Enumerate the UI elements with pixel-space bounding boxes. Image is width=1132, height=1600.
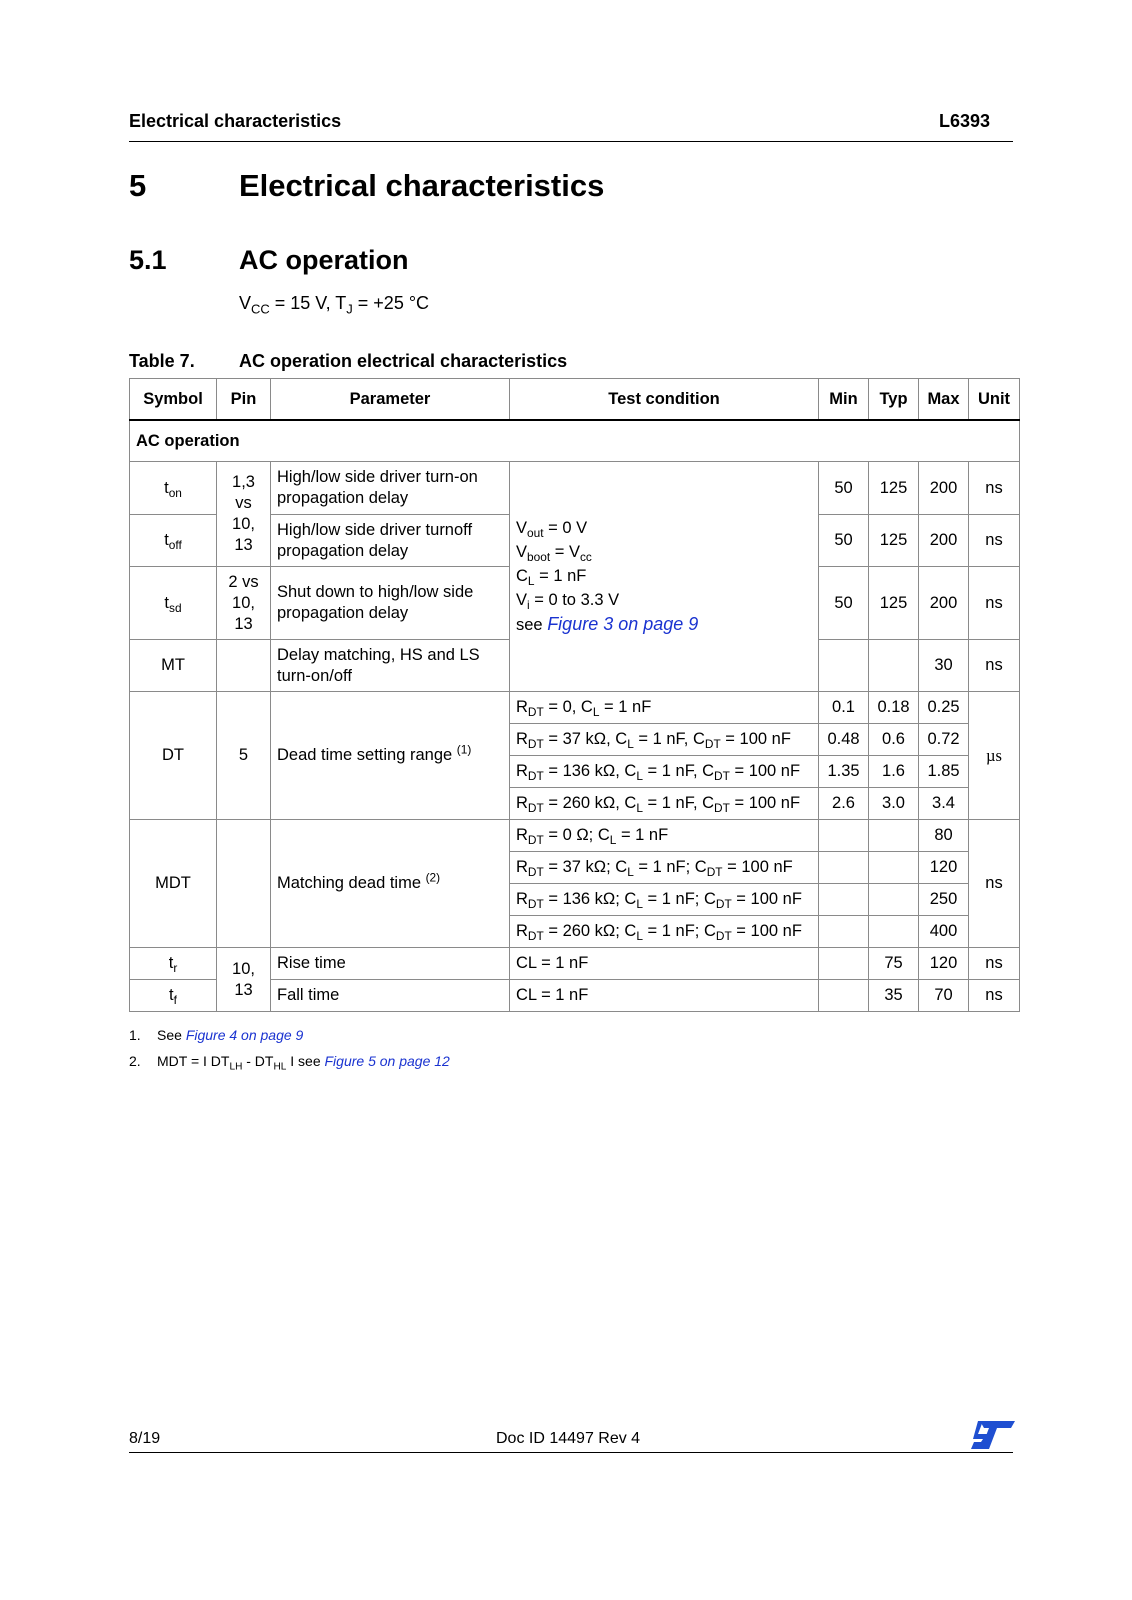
col-header-min: Min <box>819 379 869 421</box>
test-condition-cell: $R_{DT} = 136$ kΩ, $C_L = 1$ nF, $C_{DT} = 100$ nF <box>510 756 819 788</box>
pin-cell <box>217 820 271 948</box>
typ-cell <box>869 884 919 916</box>
typ-cell: 35 <box>869 980 919 1012</box>
parameter-cell: Rise time <box>271 948 510 980</box>
parameter-cell: Dead time setting range $^{(1)}$ <box>271 692 510 820</box>
symbol-cell: $t_f$ <box>130 980 217 1012</box>
min-cell: 2.6 <box>819 788 869 820</box>
pin-cell: 1,3 vs 10, 13 <box>217 462 271 567</box>
typ-cell <box>869 640 919 692</box>
figure-5-link[interactable]: Figure 5 on page 12 <box>324 1053 450 1069</box>
unit-cell: ns <box>969 980 1020 1012</box>
col-header-unit: Unit <box>969 379 1020 421</box>
typ-cell: 75 <box>869 948 919 980</box>
max-cell: 120 <box>919 852 969 884</box>
typ-cell: 1.6 <box>869 756 919 788</box>
table-section-row <box>130 420 1020 462</box>
max-cell: 0.72 <box>919 724 969 756</box>
typ-cell: 125 <box>869 462 919 515</box>
typ-cell <box>869 820 919 852</box>
figure-4-link[interactable]: Figure 4 on page 9 <box>185 1027 304 1043</box>
min-cell: 50 <box>819 567 869 640</box>
page-number: 8/19 <box>129 1430 161 1447</box>
test-condition-cell: $R_{DT} = 0$, $C_L = 1$ nF <box>510 692 819 724</box>
typ-cell: 125 <box>869 567 919 640</box>
figure-3-link[interactable]: Figure 3 on page 9 <box>547 614 699 634</box>
pin-cell: 5 <box>217 692 271 820</box>
symbol-cell: MT <box>130 640 217 692</box>
test-condition-cell: $R_{DT} = 0$ Ω; $C_L = 1$ nF <box>510 820 819 852</box>
unit-cell: ns <box>969 820 1020 948</box>
max-cell: 30 <box>919 640 969 692</box>
parameter-cell: Delay matching, HS and LS turn-on/off <box>271 640 510 692</box>
table-row <box>130 692 1020 724</box>
parameter-cell: Fall time <box>271 980 510 1012</box>
subsection-title: AC operation <box>239 245 409 275</box>
max-cell: 200 <box>919 567 969 640</box>
typ-cell: 125 <box>869 515 919 567</box>
running-header-part-number: L6393 <box>938 111 990 131</box>
min-cell: 1.35 <box>819 756 869 788</box>
symbol-cell: MDT <box>130 820 217 948</box>
min-cell <box>819 820 869 852</box>
symbol-cell: $t_{on}$ <box>130 462 217 515</box>
col-header-symbol: Symbol <box>130 379 217 421</box>
header-rule <box>129 141 1013 142</box>
parameter-cell: Matching dead time $^{(2)}$ <box>271 820 510 948</box>
col-header-pin: Pin <box>217 379 271 421</box>
st-logo-icon <box>971 1421 1015 1454</box>
max-cell: 0.25 <box>919 692 969 724</box>
test-condition-cell: $V_{out} = 0$ V $V_{boot} = V_{cc}$ $C_L = 1$ nF $V_i = 0$ to 3.3 V see Figure 3 on page 9 <box>510 462 819 692</box>
max-cell: 250 <box>919 884 969 916</box>
doc-id: Doc ID 14497 Rev 4 <box>496 1430 641 1447</box>
unit-cell: ns <box>969 640 1020 692</box>
test-condition-cell: $R_{DT} = 260$ kΩ; $C_L = 1$ nF; $C_{DT} = 100$ nF <box>510 916 819 948</box>
unit-cell: ns <box>969 567 1020 640</box>
typ-cell <box>869 916 919 948</box>
max-cell: 120 <box>919 948 969 980</box>
max-cell: 200 <box>919 462 969 515</box>
test-condition-cell: CL = 1 nF <box>510 948 819 980</box>
max-cell: 400 <box>919 916 969 948</box>
table-row <box>130 462 1020 515</box>
min-cell <box>819 884 869 916</box>
parameter-cell: Shut down to high/low side propagation delay <box>271 567 510 640</box>
min-cell: 0.1 <box>819 692 869 724</box>
pin-cell: 2 vs 10, 13 <box>217 567 271 640</box>
col-header-max: Max <box>919 379 969 421</box>
symbol-cell: $t_r$ <box>130 948 217 980</box>
section-row-label: AC operation <box>130 420 1020 462</box>
col-header-parameter: Parameter <box>271 379 510 421</box>
min-cell: 50 <box>819 462 869 515</box>
footnote-2: 2. MDT = I $DT_{LH} - DT_{HL}$ I see Figure 5 on page 12 <box>129 1053 450 1073</box>
ac-characteristics-table <box>129 378 1020 1012</box>
pin-cell <box>217 640 271 692</box>
symbol-cell: $t_{off}$ <box>130 515 217 567</box>
min-cell: 0.48 <box>819 724 869 756</box>
min-cell <box>819 948 869 980</box>
max-cell: 3.4 <box>919 788 969 820</box>
test-condition-cell: $R_{DT} = 37$ kΩ; $C_L = 1$ nF; $C_{DT} = 100$ nF <box>510 852 819 884</box>
unit-cell: ns <box>969 948 1020 980</box>
min-cell <box>819 980 869 1012</box>
test-condition-cell: $R_{DT} = 136$ kΩ; $C_L = 1$ nF; $C_{DT} = 100$ nF <box>510 884 819 916</box>
test-condition-cell: CL = 1 nF <box>510 980 819 1012</box>
table-row <box>130 948 1020 980</box>
table-row <box>130 820 1020 852</box>
max-cell: 80 <box>919 820 969 852</box>
col-header-test-condition: Test condition <box>510 379 819 421</box>
table-label: Table 7. <box>129 351 195 371</box>
parameter-cell: High/low side driver turn-on propagation delay <box>271 462 510 515</box>
typ-cell: 3.0 <box>869 788 919 820</box>
test-condition-cell: $R_{DT} = 260$ kΩ, $C_L = 1$ nF, $C_{DT} = 100$ nF <box>510 788 819 820</box>
unit-cell: ns <box>969 462 1020 515</box>
table-title: AC operation electrical characteristics <box>239 351 568 371</box>
table-header-row <box>130 379 1020 421</box>
test-condition-cell: $R_{DT} = 37$ kΩ, $C_L = 1$ nF, $C_{DT} = 100$ nF <box>510 724 819 756</box>
typ-cell <box>869 852 919 884</box>
max-cell: 70 <box>919 980 969 1012</box>
symbol-cell: DT <box>130 692 217 820</box>
unit-cell: ns <box>969 515 1020 567</box>
section-number: 5 <box>129 168 147 203</box>
section-title: Electrical characteristics <box>239 168 605 203</box>
typ-cell: 0.6 <box>869 724 919 756</box>
col-header-typ: Typ <box>869 379 919 421</box>
running-header-title: Electrical characteristics <box>129 111 342 131</box>
footnote-1: 1. See Figure 4 on page 9 <box>129 1027 304 1043</box>
min-cell <box>819 640 869 692</box>
subsection-number: 5.1 <box>129 245 167 275</box>
max-cell: 200 <box>919 515 969 567</box>
pin-cell: 10, 13 <box>217 948 271 1012</box>
operating-conditions: $V_{CC} = 15$ V, $T_J = +25$ °C <box>239 293 430 317</box>
unit-cell: µs <box>969 692 1020 820</box>
parameter-cell: High/low side driver turnoff propagation delay <box>271 515 510 567</box>
min-cell <box>819 916 869 948</box>
footer-rule <box>129 1452 1013 1453</box>
max-cell: 1.85 <box>919 756 969 788</box>
typ-cell: 0.18 <box>869 692 919 724</box>
symbol-cell: $t_{sd}$ <box>130 567 217 640</box>
min-cell: 50 <box>819 515 869 567</box>
min-cell <box>819 852 869 884</box>
